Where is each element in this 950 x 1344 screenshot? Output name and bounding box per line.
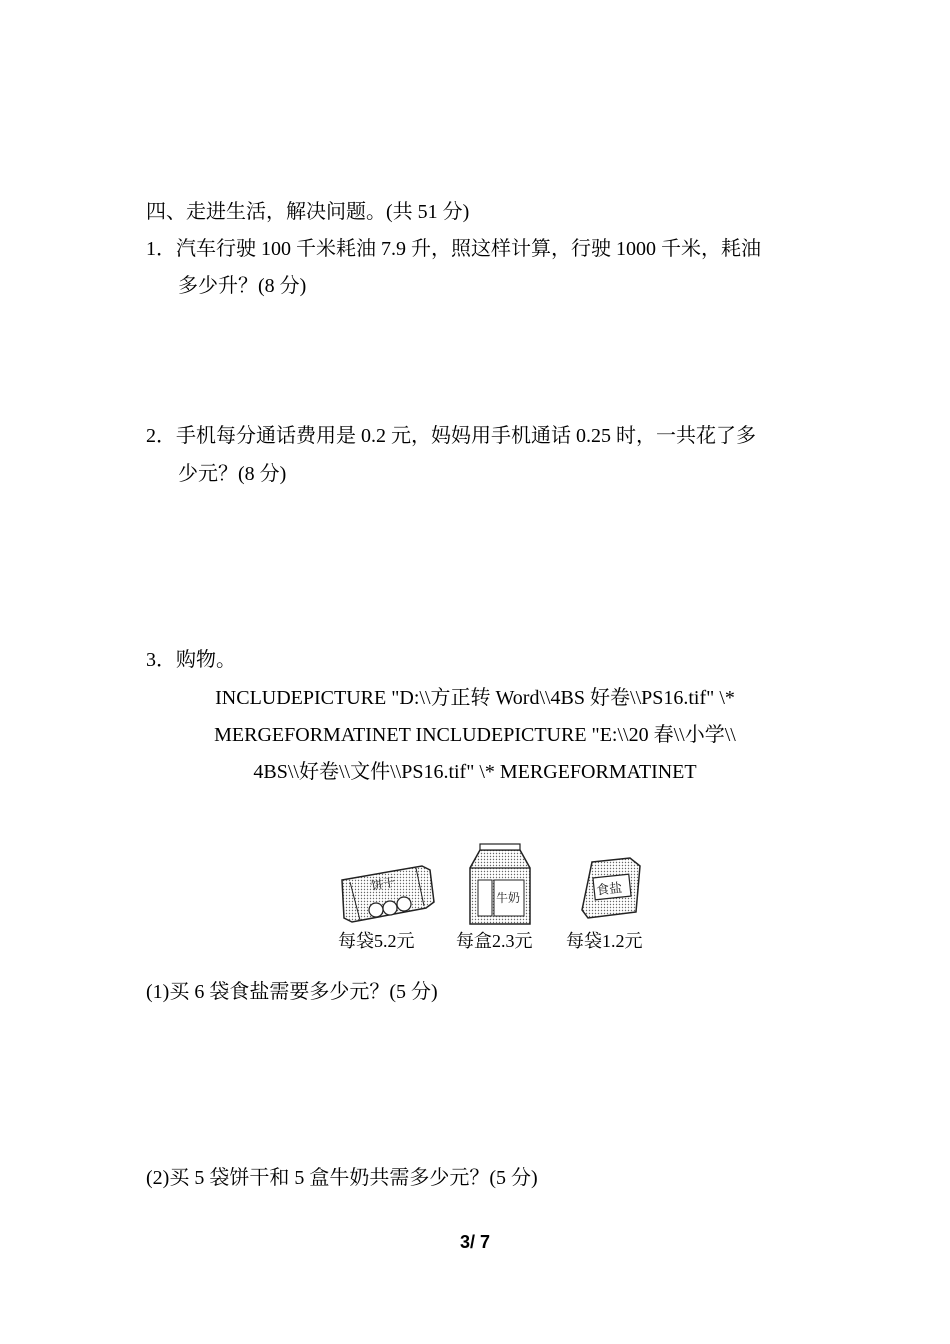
field-code-line-1: INCLUDEPICTURE "D:\\方正转 Word\\4BS 好卷\\PS16.tif" \* (215, 687, 735, 709)
question-3-sub-1: (1)买 6 袋食盐需要多少元？(5 分) (146, 981, 438, 1003)
milk-label: 牛奶 (496, 891, 521, 905)
field-code-line-3: 4BS\\好卷\\文件\\PS16.tif" \* MERGEFORMATINET (253, 761, 697, 783)
milk-carton-icon (470, 844, 530, 924)
salt-price: 每袋1.2元 (566, 931, 643, 951)
question-2-line-1: 2．手机每分通话费用是 0.2 元，妈妈用手机通话 0.25 时，一共花了多 (146, 425, 756, 447)
biscuit-price: 每袋5.2元 (338, 931, 415, 951)
milk-price: 每盒2.3元 (456, 931, 533, 951)
biscuit-bag-icon (342, 866, 434, 922)
question-1-line-2: 多少升？(8 分) (178, 275, 307, 297)
section-title: 四、走进生活，解决问题。(共 51 分) (146, 201, 470, 223)
question-3-title: 3．购物。 (146, 649, 236, 671)
question-1-line-1: 1．汽车行驶 100 千米耗油 7.9 升，照这样计算，行驶 1000 千米，耗油 (146, 238, 761, 260)
salt-label: 食盐 (595, 880, 624, 899)
products-illustration (330, 840, 660, 960)
page-number: 3/ 7 (459, 1232, 491, 1252)
question-2-line-2: 少元？(8 分) (178, 463, 287, 485)
salt-bag-icon (582, 858, 640, 918)
field-code-line-2: MERGEFORMATINET INCLUDEPICTURE "E:\\20 春\\小学\\ (214, 724, 736, 746)
question-3-sub-2: (2)买 5 袋饼干和 5 盒牛奶共需多少元？(5 分) (146, 1167, 538, 1189)
biscuit-label: 饼干 (370, 874, 397, 893)
